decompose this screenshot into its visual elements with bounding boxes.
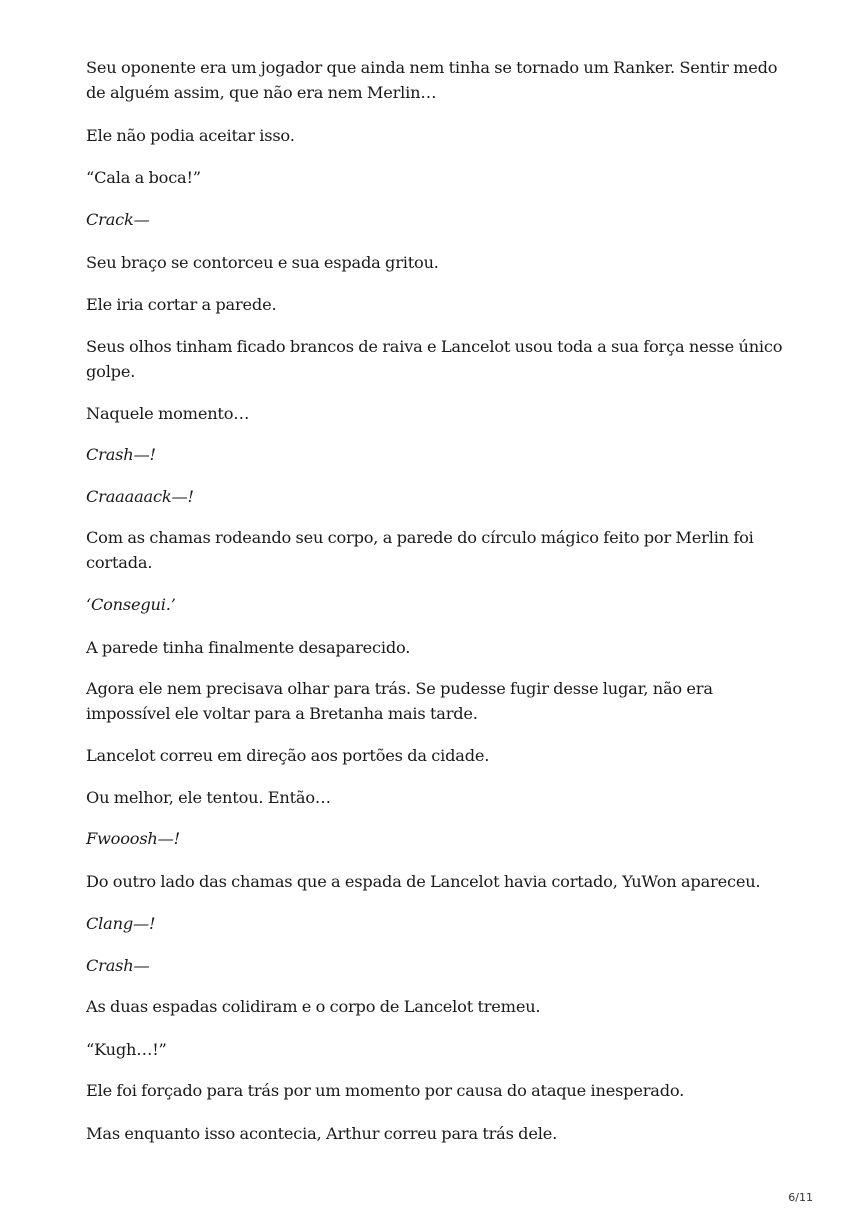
sound-effect-paragraph: Clang—! [86,914,156,933]
paragraph: Ou melhor, ele tentou. Então… [86,788,331,807]
paragraph: Do outro lado das chamas que a espada de Lancelot havia cortado, YuWon apareceu. [86,872,761,891]
sound-effect-paragraph: Crash— [86,956,150,975]
sound-effect-paragraph: ‘Consegui.’ [86,595,176,614]
page-number: 6/11 [788,1191,813,1204]
paragraph: Seus olhos tinham ficado brancos de raiva e Lancelot usou toda a sua força nesse único golpe. [86,337,783,381]
paragraph: Naquele momento… [86,404,250,423]
paragraph: A parede tinha finalmente desaparecido. [86,638,411,657]
paragraph: Lancelot correu em direção aos portões da cidade. [86,746,490,765]
paragraph: Mas enquanto isso acontecia, Arthur correu para trás dele. [86,1124,558,1143]
paragraph: Agora ele nem precisava olhar para trás. Se pudesse fugir desse lugar, não era impossível ele voltar para a Bretanha mais tarde. [86,679,713,723]
paragraph: “Cala a boca!” [86,168,201,187]
paragraph: Seu oponente era um jogador que ainda nem tinha se tornado um Ranker. Sentir medo de alguém assim, que não era nem Merlin… [86,58,778,102]
sound-effect-paragraph: Crack— [86,210,150,229]
sound-effect-paragraph: Fwooosh—! [86,829,180,848]
paragraph: “Kugh…!” [86,1040,167,1059]
paragraph: Ele iria cortar a parede. [86,295,277,314]
paragraph: Ele não podia aceitar isso. [86,126,295,145]
sound-effect-paragraph: Crash—! [86,445,156,464]
paragraph: Seu braço se contorceu e sua espada gritou. [86,253,439,272]
sound-effect-paragraph: Craaaaack—! [86,487,194,506]
paragraph: As duas espadas colidiram e o corpo de Lancelot tremeu. [86,997,541,1016]
paragraph: Com as chamas rodeando seu corpo, a parede do círculo mágico feito por Merlin foi cortada. [86,528,754,572]
paragraph: Ele foi forçado para trás por um momento por causa do ataque inesperado. [86,1081,685,1100]
